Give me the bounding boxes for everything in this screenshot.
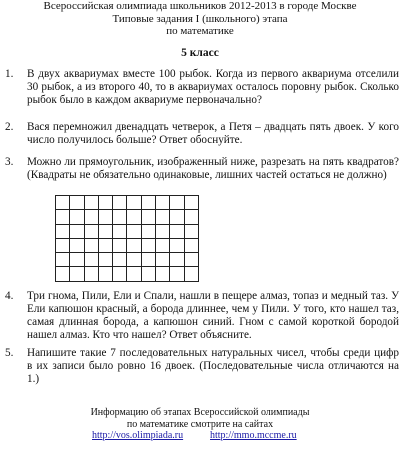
grid-cell (141, 253, 155, 267)
grid-cell (56, 210, 70, 224)
grid-cell (98, 253, 112, 267)
grid-cell (170, 267, 184, 281)
grid-cell (56, 224, 70, 238)
problem-text: Можно ли прямоугольник, изображенный ниже, разрезать на пять квадратов? (Квадраты не обязательно одинаковые, лишних частей остаться не должно) (27, 156, 399, 181)
grid-cell (127, 253, 141, 267)
grid-cell (70, 196, 84, 210)
header-subject: по математике (166, 25, 234, 37)
grid-row (56, 238, 199, 252)
grid-cell (141, 267, 155, 281)
grid-cell (98, 267, 112, 281)
grid-cell (98, 238, 112, 252)
grid-row (56, 267, 199, 281)
grid-cell (170, 210, 184, 224)
grid-cell (84, 210, 98, 224)
grid-cell (184, 224, 198, 238)
grid-cell (98, 224, 112, 238)
grid-cell (170, 224, 184, 238)
header-stage-title: Типовые задания I (школьного) этапа (112, 12, 288, 25)
grid-cell (84, 238, 98, 252)
grid-cell (56, 196, 70, 210)
problem-number: 1. (5, 68, 14, 80)
footer-info-text: Информацию об этапах Всероссийской олимпиады (90, 407, 310, 418)
grid-cell (56, 253, 70, 267)
grid-cell (184, 253, 198, 267)
link-mmo-mccme[interactable]: http://mmo.mccme.ru (210, 430, 297, 441)
grid-cell (56, 238, 70, 252)
grid-cell (70, 224, 84, 238)
grid-row (56, 224, 199, 238)
grid-cell (84, 253, 98, 267)
problem-text: Вася перемножил двенадцать четверок, а Петя – двадцать пять двоек. У кого число получилось больше? Ответ обоснуйте. (27, 121, 399, 146)
grid-cell (184, 210, 198, 224)
problem-number: 4. (5, 290, 14, 302)
grid-cell (156, 238, 170, 252)
grid-cell (127, 267, 141, 281)
grid-cell (70, 210, 84, 224)
grid-row (56, 196, 199, 210)
rectangle-grid (55, 195, 199, 282)
grid-cell (170, 238, 184, 252)
grade-title: 5 класс (181, 47, 219, 59)
problem-text: В двух аквариумах вместе 100 рыбок. Когда из первого аквариума отселили 30 рыбок, а из второго 40, то в аквариумах осталось поровну рыбок. Сколько рыбок было в каждом аквариуме первоначально? (27, 68, 399, 106)
grid-cell (156, 196, 170, 210)
problem-text: Три гнома, Пили, Ели и Спали, нашли в пещере алмаз, топаз и медный таз. У Ели капюшон красный, а борода длиннее, чем у Пили. У того, кто нашел таз, самая длинная борода, а капюшон синий. Гном с самой короткой бородой нашел алмаз. Кто что нашел? Ответ объясните. (27, 290, 399, 341)
problem-text: Напишите такие 7 последовательных натуральных чисел, чтобы среди цифр в их записи было ровно 16 двоек. (Последовательные числа отличаются на 1.) (27, 347, 399, 385)
problem-number: 5. (5, 347, 14, 359)
grid-cell (113, 196, 127, 210)
header-olympiad-title: Всероссийская олимпиада школьников 2012-2013 в городе Москве (43, 0, 357, 12)
footer-sites-text: по математике смотрите на сайтах (126, 418, 274, 430)
problem-number: 2. (5, 121, 14, 133)
grid-cell (98, 196, 112, 210)
grid-cell (184, 196, 198, 210)
grid-cell (113, 210, 127, 224)
grid-cell (170, 253, 184, 267)
grid-row (56, 253, 199, 267)
grid-cell (113, 224, 127, 238)
grid-cell (127, 224, 141, 238)
grid-cell (84, 196, 98, 210)
grid-cell (127, 238, 141, 252)
grid-cell (141, 210, 155, 224)
grid-cell (156, 210, 170, 224)
grid-cell (184, 238, 198, 252)
grid-cell (156, 253, 170, 267)
grid-cell (141, 196, 155, 210)
grid-cell (113, 253, 127, 267)
grid-cell (70, 267, 84, 281)
grid-cell (113, 238, 127, 252)
grid-cell (127, 196, 141, 210)
grid-cell (141, 224, 155, 238)
grid-cell (70, 238, 84, 252)
grid-cell (156, 224, 170, 238)
grid-row (56, 210, 199, 224)
grid-cell (84, 224, 98, 238)
grid-cell (84, 267, 98, 281)
grid-cell (184, 267, 198, 281)
grid-cell (56, 267, 70, 281)
rectangle-grid-figure (55, 195, 199, 282)
link-vos-olimpiada[interactable]: http://vos.olimpiada.ru (92, 430, 184, 441)
grid-cell (170, 196, 184, 210)
grid-cell (141, 238, 155, 252)
grid-cell (113, 267, 127, 281)
document-footer (40, 407, 360, 442)
document-header (0, 0, 400, 38)
grid-cell (156, 267, 170, 281)
grid-cell (127, 210, 141, 224)
grid-cell (98, 210, 112, 224)
problem-number: 3. (5, 156, 14, 168)
grid-cell (70, 253, 84, 267)
